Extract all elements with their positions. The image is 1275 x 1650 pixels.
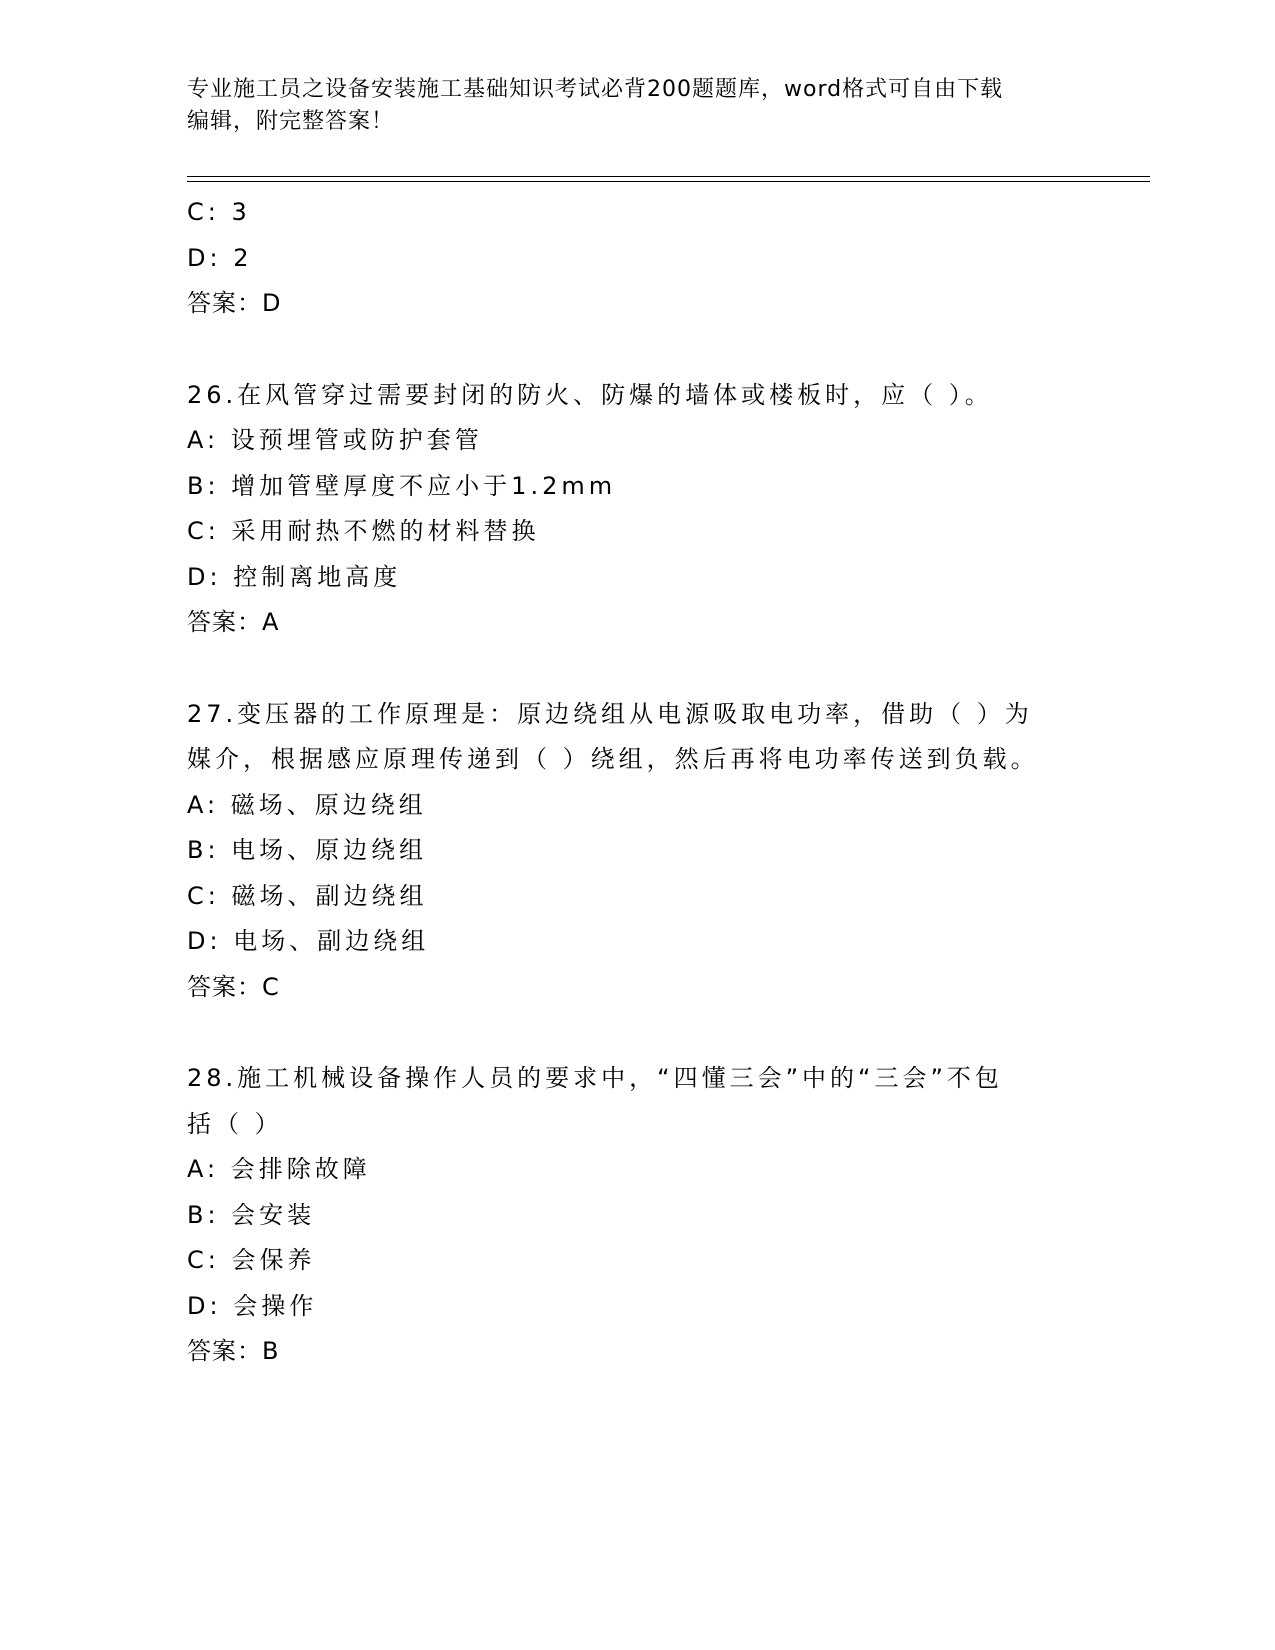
option-a: A: 会排除故障	[187, 1155, 371, 1183]
option-c: C: 采用耐热不燃的材料替换	[187, 517, 540, 545]
answer-line: 答案：D	[187, 289, 282, 317]
answer-line: 答案：C	[187, 972, 280, 1001]
question-block-25	[187, 190, 1087, 327]
option-c: C: 磁场、副边绕组	[187, 881, 428, 910]
question-block-26	[187, 373, 1087, 646]
question-stem-line-1: 27.变压器的工作原理是：原边绕组从电源吸取电功率，借助（ ）为	[187, 699, 1033, 728]
document-header	[187, 74, 1067, 138]
answer-line: 答案：B	[187, 1337, 280, 1365]
question-stem-line-1: 28.施工机械设备操作人员的要求中，“四懂三会”中的“三会”不包	[187, 1064, 1003, 1092]
option-d: D: 控制离地高度	[187, 562, 402, 591]
question-stem-line-2: 括（ ）	[187, 1109, 283, 1138]
spacer	[187, 327, 1087, 373]
option-d: D: 会操作	[187, 1291, 318, 1320]
option-a: A: 设预埋管或防护套管	[187, 426, 483, 454]
option-b: B: 增加管壁厚度不应小于1.2mm	[187, 471, 617, 500]
question-stem: 26.在风管穿过需要封闭的防火、防爆的墙体或楼板时，应（ ）。	[187, 380, 993, 409]
option-d: D: 2	[187, 243, 253, 272]
answer-line: 答案：A	[187, 608, 280, 636]
document-body	[187, 190, 1087, 1375]
header-divider-bottom	[187, 181, 1150, 182]
option-d: D: 电场、副边绕组	[187, 927, 430, 955]
question-block-27	[187, 692, 1087, 1011]
question-block-28	[187, 1056, 1087, 1375]
header-line-2: 编辑，附完整答案！	[187, 109, 395, 134]
header-divider-top	[187, 176, 1150, 177]
spacer	[187, 646, 1087, 692]
option-b: B: 会安装	[187, 1200, 316, 1229]
question-stem-line-2: 媒介，根据感应原理传递到（ ）绕组，然后再将电功率传送到负载。	[187, 745, 1039, 773]
option-c: C: 会保养	[187, 1246, 316, 1274]
option-c: C: 3	[187, 198, 251, 226]
option-a: A: 磁场、原边绕组	[187, 790, 427, 819]
option-b: B: 电场、原边绕组	[187, 836, 428, 864]
header-line-1: 专业施工员之设备安装施工基础知识考试必背200题题库，word格式可自由下载	[187, 77, 1004, 102]
spacer	[187, 1010, 1087, 1056]
